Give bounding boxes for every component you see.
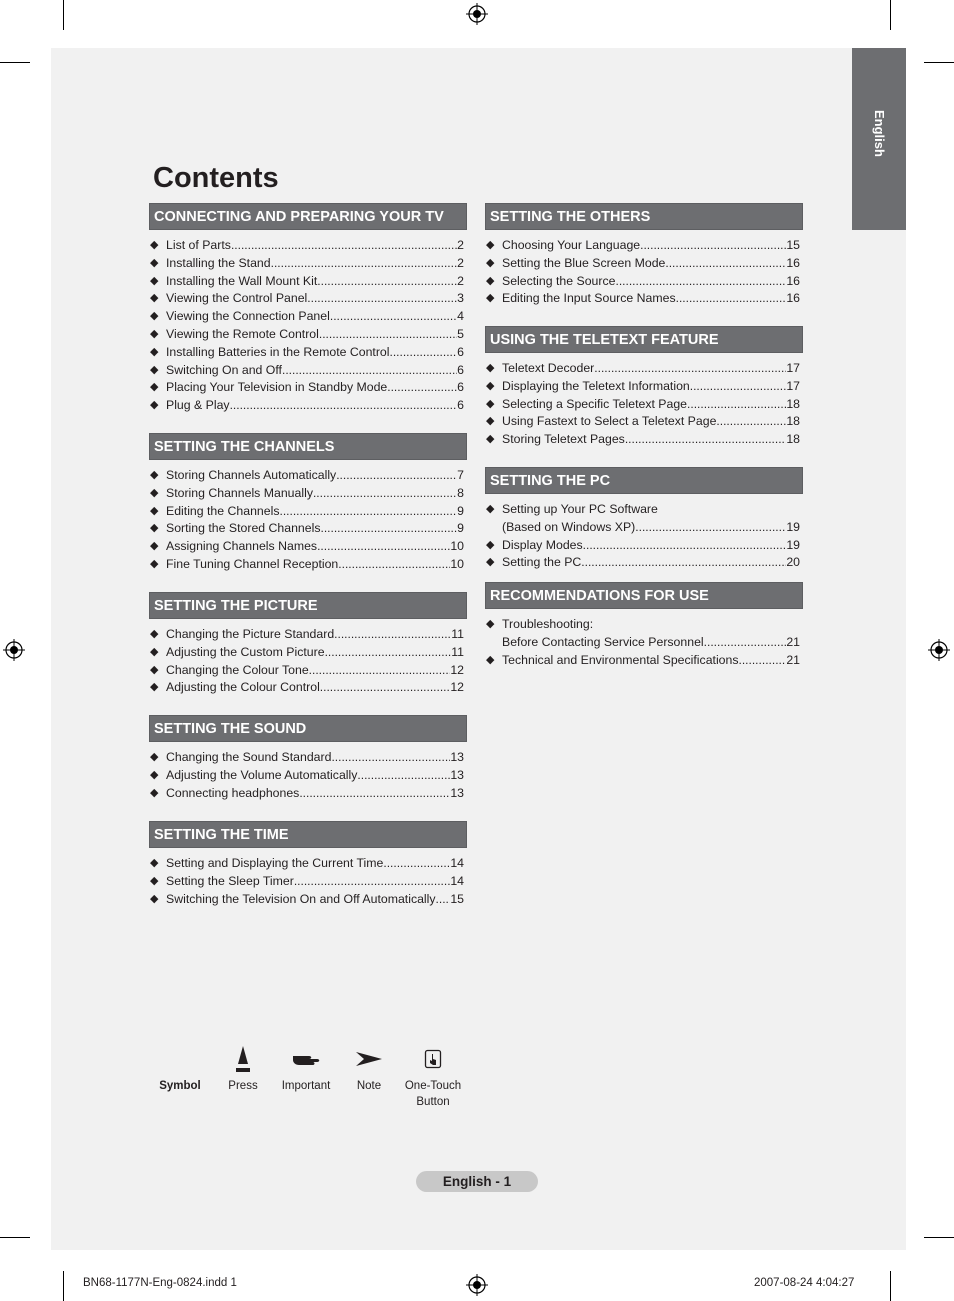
toc-entry-label: Technical and Environmental Specifications (502, 652, 739, 667)
toc-entry-label: Before Contacting Service Personnel (502, 634, 704, 649)
dot-leader (321, 520, 458, 538)
toc-page-number: 13 (450, 767, 464, 782)
toc-section (485, 203, 803, 308)
toc-entry[interactable] (485, 290, 803, 308)
dot-leader (665, 255, 786, 273)
toc-page-number: 10 (450, 539, 464, 554)
toc-entry-label: Connecting headphones (166, 785, 300, 800)
toc-list (149, 855, 467, 908)
toc-page-number: 21 (786, 634, 800, 649)
diamond-bullet-icon: ◆ (486, 618, 495, 630)
toc-entry[interactable] (485, 501, 803, 519)
symbol-important (276, 1040, 336, 1094)
toc-page-number: 8 (457, 485, 464, 500)
toc-page-number: 17 (786, 378, 800, 393)
toc-entry-label: Editing the Channels (166, 503, 280, 518)
toc-entry-label: Adjusting the Custom Picture (166, 644, 325, 659)
toc-page-number: 6 (457, 380, 464, 395)
diamond-bullet-icon: ◆ (486, 503, 495, 515)
diamond-bullet-icon: ◆ (486, 653, 495, 666)
toc-entry-label: Installing Batteries in the Remote Control (166, 344, 390, 359)
diamond-bullet-icon: ◆ (150, 768, 159, 781)
dot-leader (704, 634, 787, 652)
diamond-bullet-icon: ◆ (486, 397, 495, 410)
section-heading: SETTING THE OTHERS (485, 203, 803, 230)
diamond-bullet-icon: ◆ (486, 556, 495, 569)
dot-leader (581, 554, 786, 572)
toc-entry[interactable] (149, 556, 467, 574)
diamond-bullet-icon: ◆ (150, 239, 159, 251)
toc-entry[interactable] (149, 273, 467, 291)
note-arrow-icon (354, 1051, 384, 1067)
toc-entry-label: Fine Tuning Channel Reception (166, 556, 339, 571)
registration-mark-icon (3, 639, 25, 661)
toc-entry-label: Choosing Your Language (502, 238, 641, 252)
toc-page-number: 16 (786, 273, 800, 288)
diamond-bullet-icon: ◆ (150, 663, 159, 676)
toc-entry-label: Switching On and Off (166, 362, 282, 377)
toc-entry-label: Storing Teletext Pages (502, 432, 625, 447)
note-label: Note (356, 1080, 382, 1092)
toc-entry-label: Displaying the Teletext Information (502, 378, 690, 393)
diamond-bullet-icon: ◆ (150, 857, 159, 869)
page-number-badge: English - 1 (416, 1171, 538, 1192)
dot-leader (307, 290, 457, 308)
toc-entry[interactable] (149, 237, 467, 255)
toc-section (485, 582, 803, 669)
toc-entry-label: Installing the Stand (166, 255, 271, 270)
toc-entry-label: Using Fastext to Select a Teletext Page (502, 414, 717, 429)
toc-list (485, 616, 803, 669)
dot-leader (640, 237, 786, 255)
pointing-hand-icon (291, 1050, 321, 1068)
toc-section (149, 203, 467, 415)
crop-mark (0, 1237, 30, 1238)
diamond-bullet-icon: ◆ (486, 292, 495, 305)
diamond-bullet-icon: ◆ (150, 557, 159, 570)
section-heading: SETTING THE PC (485, 467, 803, 494)
section-heading: CONNECTING AND PREPARING YOUR TV (149, 203, 467, 230)
section-heading: SETTING THE SOUND (149, 715, 467, 742)
language-tab-label: English (872, 110, 887, 157)
toc-entry-label: Placing Your Television in Standby Mode (166, 380, 388, 395)
toc-page-number: 16 (786, 255, 800, 270)
toc-entry-label: Setting up Your PC Software (502, 502, 658, 516)
toc-list (485, 360, 803, 449)
dot-leader (625, 431, 786, 449)
toc-page-number: 5 (457, 326, 464, 341)
toc-page-number: 6 (457, 398, 464, 413)
toc-entry[interactable] (149, 538, 467, 556)
toc-entry-label: Sorting the Stored Channels (166, 521, 321, 536)
diamond-bullet-icon: ◆ (150, 469, 159, 481)
dot-leader (336, 467, 457, 485)
toc-entry[interactable] (149, 749, 467, 767)
section-heading: USING THE TELETEXT FEATURE (485, 326, 803, 353)
toc-page-number: 3 (457, 291, 464, 306)
dot-leader (635, 519, 786, 537)
toc-entry-label: Setting the Blue Screen Mode (502, 255, 666, 270)
toc-page-number: 9 (457, 521, 464, 536)
toc-entry[interactable] (149, 785, 467, 803)
toc-section (149, 715, 467, 802)
toc-page-number: 15 (786, 238, 800, 252)
press-label: Press (228, 1080, 258, 1092)
crop-mark (890, 0, 891, 30)
diamond-bullet-icon: ◆ (150, 892, 159, 905)
toc-page-number: 2 (457, 273, 464, 288)
toc-section (485, 467, 803, 572)
toc-entry[interactable] (149, 362, 467, 380)
toc-entry[interactable] (485, 519, 803, 537)
press-icon (234, 1044, 252, 1074)
dot-leader (319, 326, 457, 344)
crop-mark (63, 0, 64, 30)
dot-leader (716, 413, 786, 431)
toc-entry[interactable] (485, 634, 803, 652)
diamond-bullet-icon: ◆ (150, 681, 159, 694)
toc-section (149, 821, 467, 908)
dot-leader (687, 396, 786, 414)
toc-entry-label: Setting the PC (502, 555, 582, 570)
important-label: Important (281, 1080, 331, 1092)
crop-mark (924, 1237, 954, 1238)
diamond-bullet-icon: ◆ (150, 381, 159, 394)
dot-leader (325, 644, 452, 662)
dot-leader (317, 273, 457, 291)
section-heading: SETTING THE TIME (149, 821, 467, 848)
symbol-label: Symbol (159, 1080, 201, 1092)
toc-list (149, 467, 467, 574)
toc-page-number: 6 (457, 362, 464, 377)
toc-page-number: 18 (786, 414, 800, 429)
diamond-bullet-icon: ◆ (150, 751, 159, 763)
dot-leader (313, 485, 457, 503)
toc-entry-label: Plug & Play (166, 398, 230, 413)
dot-leader (739, 652, 787, 670)
toc-entry-label: Storing Channels Manually (166, 485, 313, 500)
toc-page-number: 11 (451, 627, 464, 641)
dot-leader (299, 785, 450, 803)
toc-entry[interactable] (149, 326, 467, 344)
toc-page-number: 17 (786, 361, 800, 375)
toc-entry-label: Switching the Television On and Off Automatically (166, 891, 436, 906)
page-title: Contents (153, 162, 279, 194)
toc-page-number: 7 (457, 468, 464, 482)
toc-entry[interactable] (149, 767, 467, 785)
toc-page-number: 19 (786, 537, 800, 552)
toc-entry-label: Viewing the Control Panel (166, 291, 308, 306)
dot-leader (676, 290, 787, 308)
toc-entry[interactable] (485, 413, 803, 431)
toc-entry-label: Troubleshooting: (502, 617, 594, 631)
toc-entry-label: Assigning Channels Names (166, 539, 318, 554)
toc-entry[interactable] (149, 873, 467, 891)
toc-entry-label: Editing the Input Source Names (502, 291, 676, 306)
toc-entry[interactable] (149, 891, 467, 909)
toc-entry-label: Selecting the Source (502, 273, 616, 288)
toc-entry[interactable] (149, 255, 467, 273)
registration-mark-icon (466, 3, 488, 25)
file-slug: BN68-1177N-Eng-0824.indd 1 (83, 1277, 237, 1289)
dot-leader (583, 537, 787, 555)
toc-page-number: 14 (450, 856, 464, 870)
toc-entry[interactable] (149, 855, 467, 873)
diamond-bullet-icon: ◆ (486, 538, 495, 551)
diamond-bullet-icon: ◆ (150, 256, 159, 269)
symbol-one-touch (398, 1040, 468, 1110)
dot-leader (294, 873, 450, 891)
dot-leader (338, 556, 450, 574)
symbol-press (223, 1040, 263, 1094)
toc-list (485, 501, 803, 572)
toc-list (149, 626, 467, 697)
toc-page-number: 18 (786, 432, 800, 447)
toc-entry[interactable] (149, 379, 467, 397)
toc-entry-label: Adjusting the Volume Automatically (166, 767, 358, 782)
toc-page-number: 21 (786, 652, 800, 667)
toc-page-number: 11 (451, 644, 464, 659)
toc-entry[interactable] (149, 290, 467, 308)
toc-entry[interactable] (485, 652, 803, 670)
toc-entry-label: Storing Channels Automatically (166, 468, 337, 482)
diamond-bullet-icon: ◆ (150, 540, 159, 553)
diamond-bullet-icon: ◆ (150, 274, 159, 287)
dot-leader (230, 397, 458, 415)
toc-page-number: 2 (457, 238, 464, 252)
toc-entry-label: Viewing the Remote Control (166, 326, 319, 341)
toc-entry-label: Setting and Displaying the Current Time (166, 856, 384, 870)
toc-entry-label: Changing the Picture Standard (166, 627, 335, 641)
toc-entry[interactable] (485, 396, 803, 414)
toc-entry-label: Setting the Sleep Timer (166, 873, 294, 888)
symbol-legend-title (150, 1040, 210, 1094)
dot-leader (330, 308, 457, 326)
diamond-bullet-icon: ◆ (150, 645, 159, 658)
diamond-bullet-icon: ◆ (150, 310, 159, 323)
dot-leader (390, 344, 458, 362)
one-touch-button-icon (424, 1049, 442, 1069)
dot-leader (317, 538, 450, 556)
toc-entry[interactable] (485, 360, 803, 378)
toc-entry[interactable] (485, 554, 803, 572)
dot-leader (279, 503, 457, 521)
toc-page-number: 14 (450, 873, 464, 888)
one-touch-label-line1: One-Touch (404, 1080, 462, 1092)
toc-entry[interactable] (149, 662, 467, 680)
toc-page-number: 2 (457, 255, 464, 270)
toc-page-number: 19 (786, 519, 800, 534)
toc-section (149, 592, 467, 697)
toc-entry[interactable] (149, 679, 467, 697)
diamond-bullet-icon: ◆ (150, 522, 159, 535)
diamond-bullet-icon: ◆ (150, 628, 159, 640)
crop-mark (890, 1271, 891, 1301)
toc-page-number: 6 (457, 344, 464, 359)
crop-mark (63, 1271, 64, 1301)
toc-entry-label: Selecting a Specific Teletext Page (502, 396, 688, 411)
toc-page-number: 4 (457, 309, 464, 324)
one-touch-label-line2: Button (416, 1096, 450, 1108)
diamond-bullet-icon: ◆ (150, 363, 159, 376)
diamond-bullet-icon: ◆ (150, 786, 159, 799)
diamond-bullet-icon: ◆ (486, 239, 495, 251)
toc-page-number: 16 (786, 291, 800, 306)
toc-entry-label: Adjusting the Colour Control (166, 680, 320, 695)
diamond-bullet-icon: ◆ (150, 345, 159, 358)
diamond-bullet-icon: ◆ (150, 874, 159, 887)
symbol-note (349, 1040, 389, 1094)
toc-entry[interactable] (485, 616, 803, 634)
toc-entry[interactable] (149, 485, 467, 503)
diamond-bullet-icon: ◆ (486, 256, 495, 269)
section-heading: SETTING THE PICTURE (149, 592, 467, 619)
toc-list (149, 749, 467, 802)
toc-list (485, 237, 803, 308)
dot-leader (436, 891, 451, 909)
diamond-bullet-icon: ◆ (150, 486, 159, 499)
toc-entry[interactable] (485, 378, 803, 396)
toc-page-number: 13 (450, 750, 464, 764)
toc-entry-label: Viewing the Connection Panel (166, 309, 330, 324)
toc-entry[interactable] (485, 255, 803, 273)
toc-entry[interactable] (149, 644, 467, 662)
dot-leader (357, 767, 450, 785)
diamond-bullet-icon: ◆ (150, 399, 159, 412)
crop-mark (0, 62, 30, 63)
toc-entry-label: Display Modes (502, 537, 583, 552)
toc-entry[interactable] (149, 344, 467, 362)
toc-page-number: 10 (450, 556, 464, 571)
toc-entry-label: Changing the Sound Standard (166, 750, 332, 764)
toc-entry[interactable] (149, 503, 467, 521)
diamond-bullet-icon: ◆ (486, 362, 495, 374)
toc-section (149, 433, 467, 574)
toc-page-number: 12 (450, 680, 464, 695)
toc-entry-label: (Based on Windows XP) (502, 519, 636, 534)
diamond-bullet-icon: ◆ (150, 504, 159, 517)
dot-leader (690, 378, 787, 396)
registration-mark-icon (466, 1274, 488, 1296)
toc-page-number: 9 (457, 503, 464, 518)
diamond-bullet-icon: ◆ (486, 274, 495, 287)
diamond-bullet-icon: ◆ (150, 292, 159, 305)
language-tab (852, 48, 906, 230)
diamond-bullet-icon: ◆ (486, 379, 495, 392)
toc-entry-label: Changing the Colour Tone (166, 662, 309, 677)
toc-page-number: 12 (450, 662, 464, 677)
dot-leader (320, 679, 451, 697)
diamond-bullet-icon: ◆ (486, 415, 495, 428)
dot-leader (309, 662, 451, 680)
crop-mark (924, 62, 954, 63)
dot-leader (331, 749, 450, 767)
toc-page-number: 18 (786, 396, 800, 411)
dot-leader (615, 273, 786, 291)
dot-leader (282, 362, 457, 380)
toc-section (485, 326, 803, 449)
toc-entry[interactable] (149, 520, 467, 538)
toc-list (149, 237, 467, 415)
toc-entry[interactable] (149, 308, 467, 326)
toc-page-number: 15 (450, 891, 464, 906)
toc-page-number: 20 (786, 555, 800, 570)
registration-mark-icon (928, 639, 950, 661)
toc-entry[interactable] (485, 537, 803, 555)
toc-entry-label: List of Parts (166, 238, 231, 252)
dot-leader (231, 237, 457, 255)
toc-entry[interactable] (485, 237, 803, 255)
dot-leader (387, 379, 457, 397)
dot-leader (334, 626, 451, 644)
diamond-bullet-icon: ◆ (150, 327, 159, 340)
section-heading: RECOMMENDATIONS FOR USE (485, 582, 803, 609)
dot-leader (271, 255, 458, 273)
toc-page-number: 13 (450, 785, 464, 800)
print-timestamp: 2007-08-24 4:04:27 (754, 1277, 855, 1289)
toc-entry[interactable] (485, 273, 803, 291)
diamond-bullet-icon: ◆ (486, 433, 495, 446)
toc-entry[interactable] (149, 626, 467, 644)
toc-entry[interactable] (149, 397, 467, 415)
dot-leader (383, 855, 450, 873)
toc-entry-label: Teletext Decoder (502, 361, 595, 375)
toc-entry[interactable] (485, 431, 803, 449)
toc-entry-label: Installing the Wall Mount Kit (166, 273, 318, 288)
section-heading: SETTING THE CHANNELS (149, 433, 467, 460)
dot-leader (594, 360, 786, 378)
toc-entry[interactable] (149, 467, 467, 485)
